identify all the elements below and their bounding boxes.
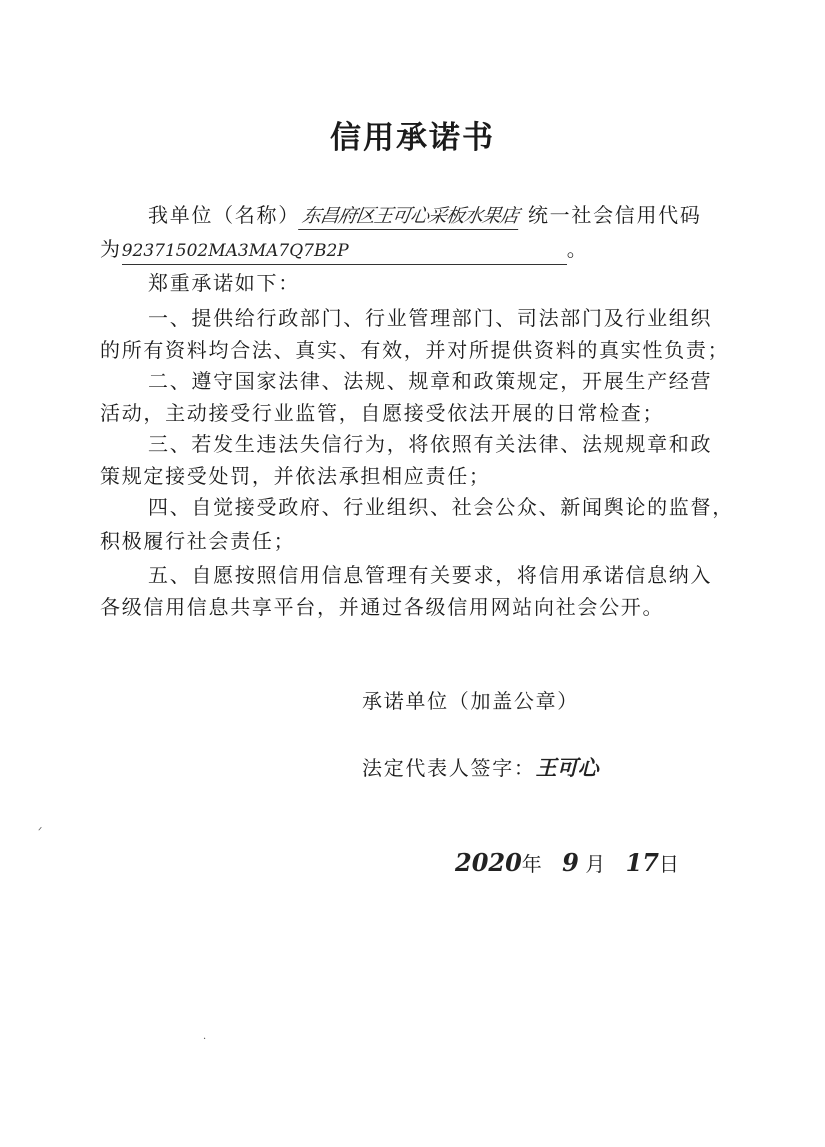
representative-signature-row [362,755,599,781]
intro-line-2 [100,236,588,265]
date-year-unit: 年 [521,852,542,876]
unit-name-handwritten: 东昌府区王可心采板水果店 [298,203,522,230]
item-5-line-1: 五、自愿按照信用信息管理有关要求，将信用承诺信息纳入 [148,563,713,587]
item-2-line-1: 二、遵守国家法律、法规、规章和政策规定，开展生产经营 [148,369,713,393]
item-3-line-2: 策规定接受处罚，并依法承担相应责任； [100,464,491,488]
seal-label: 承诺单位（加盖公章） [362,689,579,713]
code-prefix: 为 [100,237,122,261]
signing-date [455,848,679,877]
date-year: 2020 [455,848,522,877]
scan-speck: ᐟ [38,826,43,837]
date-month: 9 [562,848,579,877]
date-day: 17 [625,848,659,877]
intro-prefix: 我单位（名称） [148,203,300,227]
intro-line-1 [148,202,702,230]
intro-middle: 统一社会信用代码 [527,203,702,227]
intro-end: 。 [566,237,589,261]
representative-label: 法定代表人签字： [362,756,536,780]
scan-speck: · [203,1034,207,1045]
commit-heading: 郑重承诺如下： [148,271,300,295]
item-3-line-1: 三、若发生违法失信行为，将依照有关法律、法规规章和政 [148,432,713,456]
item-4-line-2: 积极履行社会责任； [100,529,296,553]
date-day-unit: 日 [658,852,679,876]
item-1-line-2: 的所有资料均合法、真实、有效，并对所提供资料的真实性负责； [100,338,730,362]
representative-signature: 王可心 [535,755,599,780]
item-1-line-1: 一、提供给行政部门、行业管理部门、司法部门及行业组织 [148,306,713,330]
item-4-line-1: 四、自觉接受政府、行业组织、社会公众、新闻舆论的监督， [148,495,734,519]
date-month-unit: 月 [585,852,606,876]
credit-code-handwritten: 92371502MA3MA7Q7B2P [122,238,567,265]
item-5-line-2: 各级信用信息共享平台，并通过各级信用网站向社会公开。 [100,595,665,619]
item-2-line-2: 活动，主动接受行业监管，自愿接受依法开展的日常检查； [100,401,665,425]
document-title: 信用承诺书 [330,120,495,156]
